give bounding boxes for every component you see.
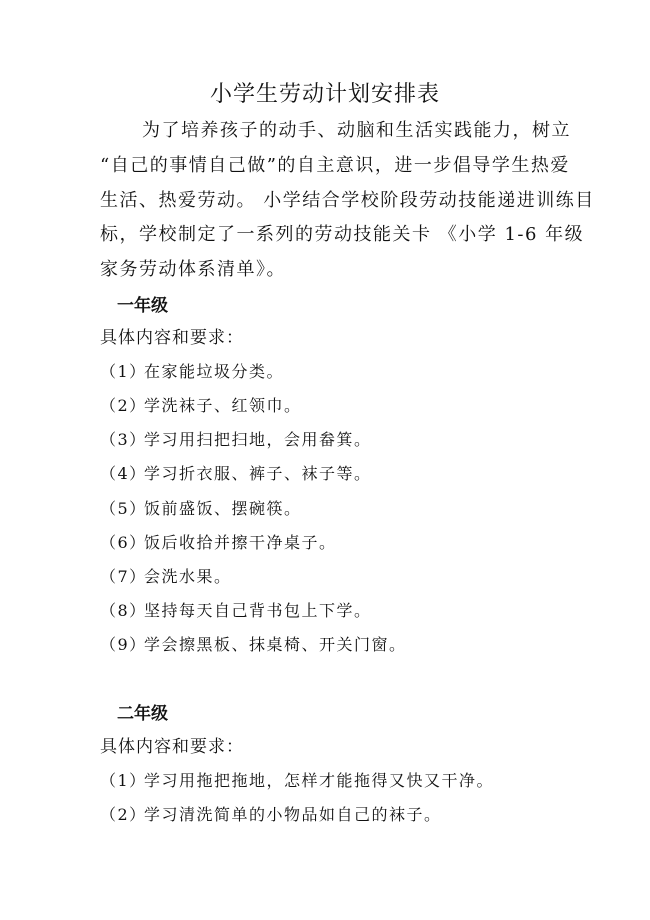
intro-line-1: 为了培养孩子的动手、动脑和生活实践能力，树立 xyxy=(142,120,571,141)
grade2-heading: 二年级 xyxy=(117,704,168,724)
intro-line-4: 标，学校制定了一系列的劳动技能关卡 《小学 1-6 年级 xyxy=(100,224,585,245)
item-text: 学习清洗简单的小物品如自己的袜子。 xyxy=(144,805,442,824)
item-text: 会洗水果。 xyxy=(144,567,232,586)
item-number: （4） xyxy=(100,464,147,483)
grade2-item-2 xyxy=(100,803,442,827)
grade1-item-9 xyxy=(100,633,407,657)
item-text: 饭后收拾并擦干净桌子。 xyxy=(144,533,337,552)
item-text: 饭前盛饭、摆碗筷。 xyxy=(144,499,302,518)
item-text: 学洗袜子、红领巾。 xyxy=(144,396,302,415)
item-text: 坚持每天自己背书包上下学。 xyxy=(144,601,372,620)
grade1-item-3 xyxy=(100,428,372,452)
grade1-requirements-label: 具体内容和要求： xyxy=(100,328,244,348)
grade2-requirements-label: 具体内容和要求： xyxy=(100,737,244,757)
item-number: （9） xyxy=(100,635,147,654)
intro-line-5: 家务劳动体系清单》。 xyxy=(100,259,286,280)
grade1-item-6 xyxy=(100,531,337,555)
grade1-item-8 xyxy=(100,599,372,623)
item-text: 在家能垃圾分类。 xyxy=(144,362,285,381)
item-number: （7） xyxy=(100,567,147,586)
item-number: （5） xyxy=(100,499,147,518)
item-number: （2） xyxy=(100,396,147,415)
item-number: （1） xyxy=(100,771,147,790)
grade1-item-7 xyxy=(100,565,232,589)
grade2-item-1 xyxy=(100,769,494,793)
grade1-item-2 xyxy=(100,394,302,418)
item-number: （1） xyxy=(100,362,147,381)
intro-line-3: 生活、热爱劳动。 小学结合学校阶段劳动技能递进训练目 xyxy=(100,190,595,211)
item-text: 学习折衣服、裤子、袜子等。 xyxy=(144,464,372,483)
item-text: 学习用扫把扫地，会用畚箕。 xyxy=(144,430,372,449)
grade1-heading: 一年级 xyxy=(117,296,168,316)
intro-line-2: “自己的事情自己做”的自主意识，进一步倡导学生热爱 xyxy=(100,155,570,176)
item-number: （8） xyxy=(100,601,147,620)
grade1-item-1 xyxy=(100,360,284,384)
grade1-item-5 xyxy=(100,497,302,521)
document-title: 小学生劳动计划安排表 xyxy=(209,82,440,107)
item-text: 学习用拖把拖地，怎样才能拖得又快又干净。 xyxy=(144,771,495,790)
item-number: （6） xyxy=(100,533,147,552)
grade1-item-4 xyxy=(100,462,372,486)
item-number: （3） xyxy=(100,430,147,449)
item-text: 学会擦黑板、抹桌椅、开关门窗。 xyxy=(144,635,407,654)
item-number: （2） xyxy=(100,805,147,824)
